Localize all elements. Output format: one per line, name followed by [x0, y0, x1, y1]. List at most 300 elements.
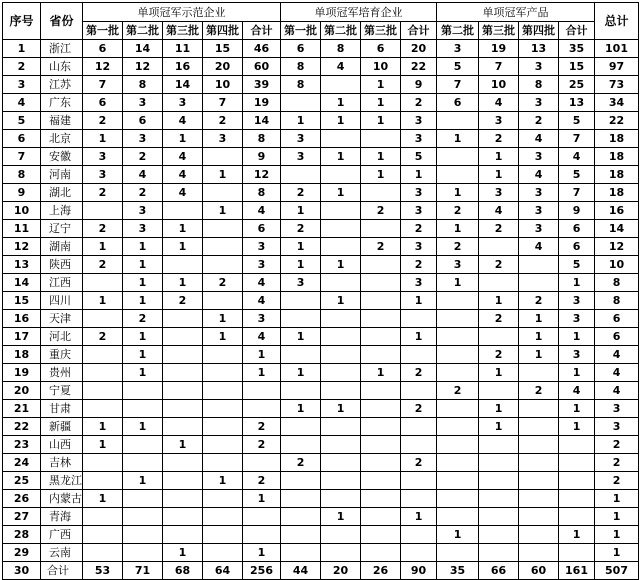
row-cell: 1 [123, 472, 163, 490]
header-sub: 合计 [243, 22, 281, 40]
table-row [3, 400, 639, 418]
row-cell: 4 [123, 166, 163, 184]
row-seq: 7 [3, 148, 41, 166]
row-cell: 1 [163, 220, 203, 238]
row-cell [437, 328, 479, 346]
row-cell: 1 [321, 292, 361, 310]
row-cell: 2 [401, 364, 437, 382]
row-cell [519, 418, 559, 436]
row-cell [321, 490, 361, 508]
row-cell: 3 [123, 220, 163, 238]
row-province: 广西 [41, 526, 83, 544]
row-cell [123, 382, 163, 400]
row-cell [437, 472, 479, 490]
table-row [3, 346, 639, 364]
row-cell [437, 436, 479, 454]
row-cell: 12 [123, 58, 163, 76]
row-cell [361, 328, 401, 346]
row-cell [163, 310, 203, 328]
row-cell [401, 418, 437, 436]
row-province: 山西 [41, 436, 83, 454]
row-cell [519, 508, 559, 526]
row-cell [559, 508, 595, 526]
table-row [3, 94, 639, 112]
row-cell: 6 [83, 94, 123, 112]
row-cell: 1 [281, 364, 321, 382]
row-cell [321, 274, 361, 292]
table-row [3, 76, 639, 94]
row-cell: 2 [401, 454, 437, 472]
row-cell [163, 256, 203, 274]
row-cell: 20 [203, 58, 243, 76]
row-cell: 16 [595, 202, 639, 220]
table-row [3, 40, 639, 58]
row-cell: 1 [243, 364, 281, 382]
row-cell: 1 [479, 400, 519, 418]
row-cell: 97 [595, 58, 639, 76]
row-cell [361, 310, 401, 328]
row-cell [437, 418, 479, 436]
row-cell: 2 [123, 184, 163, 202]
row-seq: 28 [3, 526, 41, 544]
row-cell: 1 [595, 490, 639, 508]
row-cell [361, 454, 401, 472]
row-cell [203, 292, 243, 310]
table-row [3, 184, 639, 202]
row-cell: 3 [559, 310, 595, 328]
row-cell [243, 508, 281, 526]
row-cell [437, 364, 479, 382]
row-seq: 9 [3, 184, 41, 202]
row-cell [479, 328, 519, 346]
row-cell: 1 [321, 112, 361, 130]
row-cell [361, 436, 401, 454]
row-cell: 9 [559, 202, 595, 220]
row-cell [437, 166, 479, 184]
row-cell [83, 544, 123, 562]
row-seq: 26 [3, 490, 41, 508]
row-cell [83, 274, 123, 292]
row-cell [281, 94, 321, 112]
row-seq: 20 [3, 382, 41, 400]
row-cell [401, 526, 437, 544]
row-cell [163, 508, 203, 526]
row-seq: 11 [3, 220, 41, 238]
row-cell: 2 [243, 472, 281, 490]
row-cell [321, 130, 361, 148]
row-seq: 6 [3, 130, 41, 148]
row-cell [321, 472, 361, 490]
row-cell [123, 454, 163, 472]
table-row [3, 562, 639, 580]
row-cell [321, 544, 361, 562]
row-cell [479, 508, 519, 526]
row-cell: 3 [519, 184, 559, 202]
row-cell: 1 [163, 238, 203, 256]
row-cell: 10 [203, 76, 243, 94]
row-cell: 18 [595, 130, 639, 148]
row-cell [123, 544, 163, 562]
row-cell: 2 [479, 256, 519, 274]
row-cell [83, 526, 123, 544]
row-cell: 1 [479, 292, 519, 310]
row-cell: 68 [163, 562, 203, 580]
row-cell [361, 508, 401, 526]
header-sub: 合计 [401, 22, 437, 40]
row-cell: 1 [595, 508, 639, 526]
row-cell: 1 [437, 220, 479, 238]
row-cell [203, 490, 243, 508]
row-cell [559, 472, 595, 490]
row-cell [437, 490, 479, 508]
row-cell: 1 [203, 166, 243, 184]
row-cell: 3 [401, 184, 437, 202]
row-cell: 5 [401, 148, 437, 166]
row-cell [83, 202, 123, 220]
row-cell: 4 [163, 184, 203, 202]
row-cell: 3 [595, 400, 639, 418]
row-cell: 18 [595, 148, 639, 166]
row-cell [243, 526, 281, 544]
row-cell: 1 [559, 328, 595, 346]
row-cell: 1 [123, 328, 163, 346]
row-cell [559, 436, 595, 454]
row-cell: 1 [361, 166, 401, 184]
row-cell [361, 400, 401, 418]
row-cell: 2 [361, 238, 401, 256]
row-province: 云南 [41, 544, 83, 562]
table-row [3, 454, 639, 472]
row-cell [281, 526, 321, 544]
row-cell: 1 [401, 166, 437, 184]
row-seq: 17 [3, 328, 41, 346]
header-group-champion-products: 单项冠军产品 [437, 3, 595, 22]
row-cell [437, 310, 479, 328]
table-row [3, 544, 639, 562]
row-province: 贵州 [41, 364, 83, 382]
row-cell [361, 184, 401, 202]
row-cell: 1 [361, 112, 401, 130]
row-cell: 2 [243, 418, 281, 436]
row-province: 江苏 [41, 76, 83, 94]
row-cell: 9 [401, 76, 437, 94]
row-cell: 1 [559, 526, 595, 544]
row-cell [401, 436, 437, 454]
row-cell: 4 [163, 148, 203, 166]
row-province: 天津 [41, 310, 83, 328]
row-cell [83, 508, 123, 526]
row-cell: 6 [559, 220, 595, 238]
row-province: 陕西 [41, 256, 83, 274]
table-row [3, 418, 639, 436]
table-row [3, 148, 639, 166]
row-cell: 8 [243, 184, 281, 202]
row-cell [163, 346, 203, 364]
row-seq: 1 [3, 40, 41, 58]
row-cell: 18 [595, 166, 639, 184]
row-cell [163, 328, 203, 346]
row-cell: 5 [559, 166, 595, 184]
row-cell: 2 [123, 148, 163, 166]
row-cell: 8 [595, 292, 639, 310]
row-cell [321, 166, 361, 184]
row-seq: 4 [3, 94, 41, 112]
table-row [3, 256, 639, 274]
row-cell: 1 [361, 364, 401, 382]
row-cell: 1 [479, 166, 519, 184]
row-cell [479, 472, 519, 490]
row-province: 新疆 [41, 418, 83, 436]
row-province: 吉林 [41, 454, 83, 472]
row-seq: 2 [3, 58, 41, 76]
row-cell: 10 [595, 256, 639, 274]
row-cell [519, 274, 559, 292]
row-cell: 3 [401, 130, 437, 148]
row-cell [203, 346, 243, 364]
row-seq: 23 [3, 436, 41, 454]
row-cell [281, 292, 321, 310]
row-cell: 4 [595, 364, 639, 382]
row-cell [437, 400, 479, 418]
row-cell [163, 490, 203, 508]
row-cell: 3 [437, 40, 479, 58]
row-cell: 1 [163, 544, 203, 562]
row-cell: 6 [243, 220, 281, 238]
header-sub: 第四批 [519, 22, 559, 40]
row-cell: 2 [83, 184, 123, 202]
row-cell [519, 364, 559, 382]
row-cell: 1 [83, 130, 123, 148]
row-cell [321, 310, 361, 328]
row-province: 江西 [41, 274, 83, 292]
row-cell: 10 [361, 58, 401, 76]
row-cell: 2 [123, 310, 163, 328]
row-cell: 1 [321, 184, 361, 202]
row-cell: 4 [243, 328, 281, 346]
row-cell [123, 526, 163, 544]
row-cell: 1 [437, 184, 479, 202]
row-cell: 4 [519, 166, 559, 184]
row-cell: 6 [281, 40, 321, 58]
row-cell [321, 454, 361, 472]
table-row [3, 508, 639, 526]
row-cell [437, 148, 479, 166]
table-row [3, 292, 639, 310]
row-cell [281, 436, 321, 454]
row-cell: 14 [163, 76, 203, 94]
row-cell: 4 [243, 292, 281, 310]
row-seq: 10 [3, 202, 41, 220]
row-cell: 34 [595, 94, 639, 112]
row-cell: 22 [401, 58, 437, 76]
row-province: 甘肃 [41, 400, 83, 418]
row-cell: 3 [203, 130, 243, 148]
row-cell: 3 [281, 274, 321, 292]
row-cell [479, 454, 519, 472]
row-cell [321, 238, 361, 256]
row-cell: 4 [163, 112, 203, 130]
row-cell: 2 [281, 454, 321, 472]
row-cell: 7 [559, 184, 595, 202]
row-cell [519, 256, 559, 274]
row-cell [203, 418, 243, 436]
row-cell [479, 526, 519, 544]
row-cell: 7 [479, 58, 519, 76]
row-seq: 19 [3, 364, 41, 382]
row-cell [559, 544, 595, 562]
row-cell [479, 238, 519, 256]
row-cell [437, 454, 479, 472]
row-cell [361, 382, 401, 400]
row-cell: 4 [595, 382, 639, 400]
row-cell: 1 [401, 328, 437, 346]
row-cell: 3 [595, 418, 639, 436]
row-cell: 2 [479, 346, 519, 364]
row-cell: 2 [243, 436, 281, 454]
header-sub: 第一批 [83, 22, 123, 40]
table-row [3, 436, 639, 454]
row-cell [321, 346, 361, 364]
header-sub: 第三批 [361, 22, 401, 40]
row-cell [559, 454, 595, 472]
row-cell: 2 [519, 112, 559, 130]
row-cell: 15 [559, 58, 595, 76]
row-cell [281, 310, 321, 328]
row-cell: 1 [163, 274, 203, 292]
row-cell: 66 [479, 562, 519, 580]
row-cell: 4 [479, 202, 519, 220]
table-row [3, 274, 639, 292]
row-cell: 507 [595, 562, 639, 580]
row-cell: 20 [401, 40, 437, 58]
row-cell: 39 [243, 76, 281, 94]
row-cell [281, 382, 321, 400]
row-cell [559, 490, 595, 508]
row-cell [281, 490, 321, 508]
table-row [3, 166, 639, 184]
row-cell: 12 [595, 238, 639, 256]
row-cell: 2 [281, 184, 321, 202]
row-seq: 16 [3, 310, 41, 328]
row-cell: 1 [519, 328, 559, 346]
row-cell: 2 [361, 202, 401, 220]
row-cell: 4 [519, 130, 559, 148]
row-seq: 13 [3, 256, 41, 274]
row-cell: 1 [437, 130, 479, 148]
row-province: 内蒙古 [41, 490, 83, 508]
row-cell: 1 [479, 148, 519, 166]
row-cell [479, 274, 519, 292]
row-cell: 60 [519, 562, 559, 580]
table-row [3, 472, 639, 490]
row-cell: 3 [519, 220, 559, 238]
row-cell: 3 [519, 94, 559, 112]
row-cell: 7 [83, 76, 123, 94]
header-sub: 合计 [559, 22, 595, 40]
row-cell: 2 [401, 94, 437, 112]
row-cell: 2 [83, 256, 123, 274]
row-cell: 1 [321, 94, 361, 112]
row-province: 安徽 [41, 148, 83, 166]
row-seq: 21 [3, 400, 41, 418]
row-cell: 15 [203, 40, 243, 58]
row-cell: 3 [479, 112, 519, 130]
row-cell: 3 [479, 184, 519, 202]
row-cell [361, 220, 401, 238]
row-cell [321, 382, 361, 400]
row-cell [123, 508, 163, 526]
row-cell: 4 [321, 58, 361, 76]
row-cell: 1 [123, 238, 163, 256]
row-cell: 2 [203, 274, 243, 292]
row-cell: 1 [559, 364, 595, 382]
row-cell: 8 [321, 40, 361, 58]
row-cell: 1 [281, 256, 321, 274]
row-cell: 8 [281, 76, 321, 94]
row-seq: 22 [3, 418, 41, 436]
row-cell: 1 [281, 328, 321, 346]
row-cell: 1 [281, 238, 321, 256]
row-cell: 3 [281, 130, 321, 148]
row-cell: 1 [559, 418, 595, 436]
row-seq: 5 [3, 112, 41, 130]
row-seq: 8 [3, 166, 41, 184]
row-cell: 8 [595, 274, 639, 292]
row-seq: 27 [3, 508, 41, 526]
row-cell: 3 [519, 58, 559, 76]
row-cell: 1 [243, 346, 281, 364]
row-cell: 3 [123, 130, 163, 148]
row-cell [123, 400, 163, 418]
row-cell: 3 [401, 274, 437, 292]
row-cell [83, 472, 123, 490]
row-cell: 1 [321, 400, 361, 418]
row-cell [401, 382, 437, 400]
row-cell [479, 382, 519, 400]
row-cell: 1 [401, 508, 437, 526]
row-province: 辽宁 [41, 220, 83, 238]
row-cell: 3 [83, 148, 123, 166]
row-cell: 1 [595, 544, 639, 562]
row-cell: 8 [243, 130, 281, 148]
row-cell: 5 [437, 58, 479, 76]
header-group-cultivated-enterprises: 单项冠军培育企业 [281, 3, 437, 22]
row-cell: 60 [243, 58, 281, 76]
row-cell: 26 [361, 562, 401, 580]
row-cell [519, 472, 559, 490]
row-cell: 1 [163, 436, 203, 454]
row-cell [203, 454, 243, 472]
row-cell [281, 544, 321, 562]
row-cell: 101 [595, 40, 639, 58]
row-seq: 25 [3, 472, 41, 490]
row-cell: 2 [83, 220, 123, 238]
row-cell: 16 [163, 58, 203, 76]
row-cell [123, 490, 163, 508]
header-group-demo-enterprises: 单项冠军示范企业 [83, 3, 281, 22]
row-cell: 3 [559, 346, 595, 364]
row-cell: 18 [595, 184, 639, 202]
row-cell: 5 [559, 256, 595, 274]
row-cell [123, 436, 163, 454]
row-cell: 2 [479, 220, 519, 238]
row-cell: 2 [203, 112, 243, 130]
row-cell: 3 [519, 202, 559, 220]
row-cell: 13 [559, 94, 595, 112]
row-cell: 10 [479, 76, 519, 94]
row-cell: 11 [163, 40, 203, 58]
row-cell [361, 130, 401, 148]
